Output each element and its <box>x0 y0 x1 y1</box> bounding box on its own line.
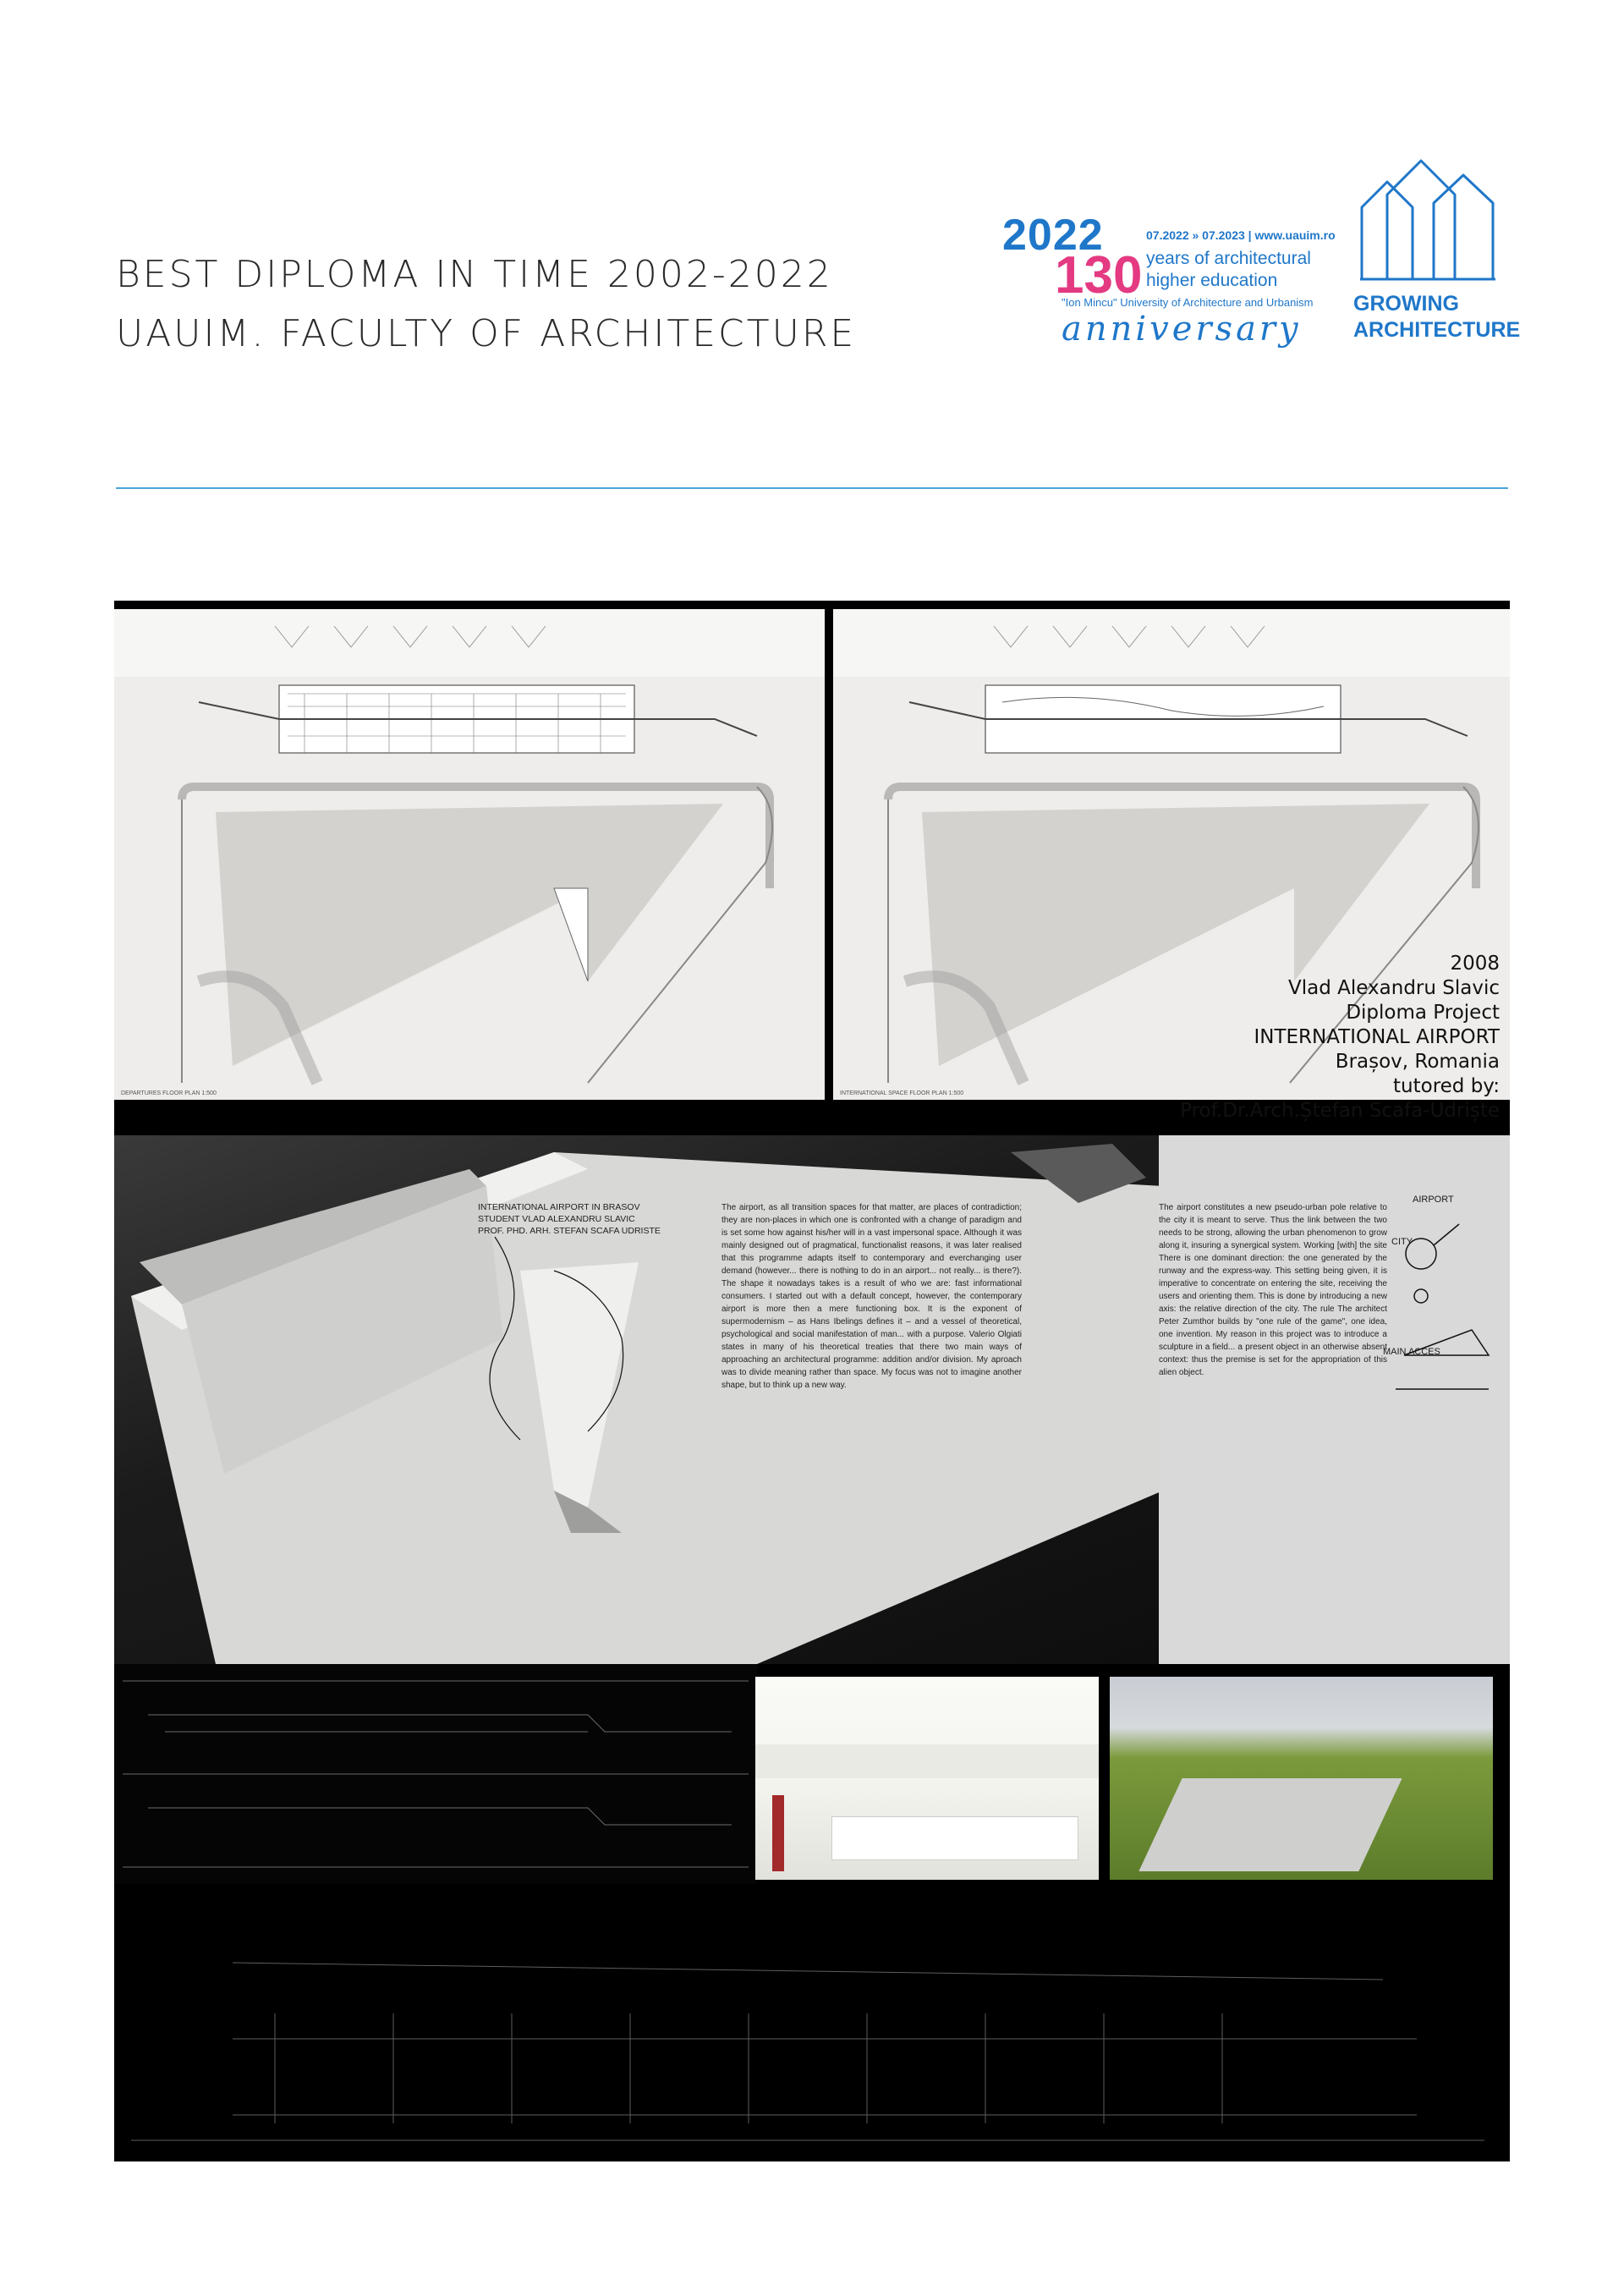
model-text-column-1: The airport, as all transition spaces for that matter, are places of contradiction; they are non-places in which one is confronted with a change of paradigm and is set some how against his/her will in a vast impersonal space. Although it was mainly designed out of pragmatical, functionalist reasons, it was later realised that this programme adapts itself to contemporary and everchanging user demand (however... there is nothing to do in an airport... not really... is there?). The shape it nowadays takes is a result of who we are: fast informational consumers. I started out with a default concept, however, the contemporary airport is more then a mere functioning box. It is the exponent of supermodernism – as Hans Ibelings defines it – and a vessel of theoretical, psychological and social manifestation of man... with a purpose. Valerio Olgiati states in many of his theoretical treaties that there two main ways of approaching an architectural programme: addition and/or division. My aproach was to divide meaning rather than space. My focus was not to imagine another shape, but to think up a new way. <box>721 1203 1022 1390</box>
project-year: 2008 <box>1450 953 1500 975</box>
model-heading-2: STUDENT VLAD ALEXANDRU SLAVIC <box>478 1214 635 1224</box>
right-plan-caption: INTERNATIONAL SPACE FLOOR PLAN 1:500 <box>840 1090 964 1096</box>
section-drawing <box>114 1887 1510 2161</box>
project-name: INTERNATIONAL AIRPORT <box>1254 1026 1500 1048</box>
anniversary-word: anniversary <box>1062 310 1302 349</box>
sketch-label-main-access: MAIN ACCES <box>1383 1347 1440 1357</box>
project-type: Diploma Project <box>1346 1002 1500 1024</box>
project-info <box>1180 952 1500 1123</box>
model-photo <box>114 1135 1163 1664</box>
model-text-column-2: The airport constitutes a new pseudo-urban pole relative to the city it is meant to serve. Thus the link between the two needs to be strong, allowing the urban phenomenon to grow along it, insuring a synergical system. Working [with] the site There is one dominant direction: the one generated by the runway and the express-way. This setting being given, it is imperative to concentrate on entering the site, receiving the users and orienting them. This is done by introducing a new axis: the relative direction of the city. The rule The architect Peter Zumthor builds by "one rule of the game", one idea, one invention. My reason in this project was to introduce a sculpture in a field... a present object in an otherwise absent context: thus the premise is set for the appropriation of this alien object. <box>1159 1203 1387 1377</box>
project-tutor: Prof.Dr.Arch.Ștefan Scafa-Udriște <box>1180 1100 1500 1122</box>
project-location: Brașov, Romania <box>1335 1051 1500 1073</box>
section-lines <box>114 1887 1510 2161</box>
anniversary-line-2: higher education <box>1146 271 1278 290</box>
exterior-render <box>1110 1677 1493 1880</box>
header-divider <box>116 487 1508 489</box>
houses-icon <box>1353 157 1506 283</box>
departures-floor-plan <box>114 609 825 1100</box>
model-heading <box>478 1201 672 1237</box>
poster-board <box>114 601 1510 2161</box>
anniversary-line-1: years of architectural <box>1146 249 1311 268</box>
anniversary-logo <box>1002 210 1341 354</box>
figure-red <box>772 1795 784 1871</box>
floor-plan-drawing <box>114 609 825 1100</box>
anniversary-year: 2022 <box>1002 211 1104 260</box>
page-title <box>116 245 856 364</box>
left-plan-caption: DEPARTURES FLOOR PLAN 1:500 <box>121 1090 217 1096</box>
elevation-lines <box>114 1664 757 1884</box>
tutored-label: tutored by: <box>1393 1075 1500 1097</box>
notes-panel <box>1159 1135 1510 1664</box>
project-author: Vlad Alexandru Slavic <box>1288 977 1500 999</box>
concept-sketch <box>1387 1186 1506 1440</box>
anniversary-dates: 07.2022 » 07.2023 | www.uauim.ro <box>1146 228 1336 242</box>
interior-render <box>755 1677 1099 1880</box>
model-heading-3: PROF. PHD. ARH. STEFAN SCAFA UDRISTE <box>478 1226 661 1236</box>
anniversary-line-3: "Ion Mincu" University of Architecture and Urbanism <box>1062 296 1314 309</box>
building-block <box>1138 1778 1402 1871</box>
sketch-label-city: CITY <box>1391 1237 1413 1247</box>
model-heading-1: INTERNATIONAL AIRPORT IN BRASOV <box>478 1202 640 1212</box>
title-line-2: UAUIM. FACULTY OF ARCHITECTURE <box>116 312 857 355</box>
elevation-drawings <box>114 1664 757 1884</box>
sketch-label-airport: AIRPORT <box>1413 1195 1454 1205</box>
growing-line-2: ARCHITECTURE <box>1353 318 1521 342</box>
growing-line-1: GROWING <box>1353 292 1459 316</box>
title-line-1: BEST DIPLOMA IN TIME 2002-2022 <box>116 253 833 296</box>
seating <box>831 1816 1078 1860</box>
anniversary-number: 130 <box>1055 246 1143 305</box>
international-floor-plan <box>833 609 1510 1122</box>
interior-band <box>755 1744 1099 1778</box>
growing-architecture-logo <box>1353 157 1521 351</box>
